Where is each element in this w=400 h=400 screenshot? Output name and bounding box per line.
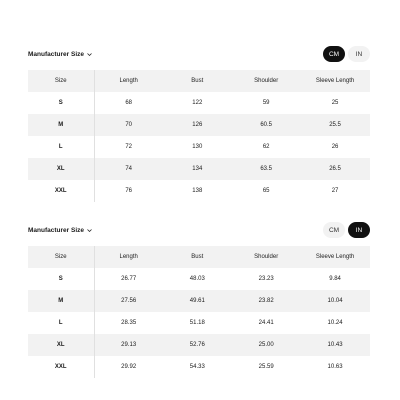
sleeve-length-cell: 10.63	[327, 364, 343, 370]
size-cell: S	[28, 268, 94, 290]
chevron-down-icon	[87, 228, 92, 233]
size-cell: L	[28, 136, 94, 158]
table-row	[28, 290, 370, 312]
column-header-shoulder: Shoulder	[232, 70, 301, 92]
table-row	[28, 180, 370, 202]
column-header-sleeve-length: Sleeve Length	[301, 70, 370, 92]
manufacturer-size-dropdown[interactable]	[28, 227, 92, 234]
table-row	[28, 334, 370, 356]
size-cell: XL	[28, 158, 94, 180]
unit-cm-button[interactable]: CM	[323, 46, 345, 62]
table-header-row	[28, 70, 370, 92]
length-cell: 29.92	[121, 364, 137, 370]
manufacturer-size-label: Manufacturer Size	[28, 50, 84, 58]
table-row	[28, 158, 370, 180]
size-cell: S	[28, 92, 94, 114]
bust-cell: 54.33	[189, 364, 205, 370]
table-row	[28, 114, 370, 136]
bust-cell: 130	[192, 144, 203, 150]
table-row	[28, 356, 370, 378]
bust-cell: 134	[192, 166, 203, 172]
sleeve-length-cell: 26	[331, 144, 339, 150]
column-header-length: Length	[94, 246, 163, 268]
column-header-bust: Bust	[163, 70, 232, 92]
shoulder-cell: 23.82	[258, 298, 274, 304]
table-row	[28, 312, 370, 334]
size-table	[28, 70, 370, 202]
unit-in-button[interactable]: IN	[348, 46, 370, 62]
size-chart-header	[28, 44, 370, 64]
shoulder-cell: 25.59	[258, 364, 274, 370]
column-header-sleeve-length: Sleeve Length	[301, 246, 370, 268]
bust-cell: 51.18	[189, 320, 205, 326]
sleeve-length-cell: 26.5	[329, 166, 341, 172]
chevron-down-icon	[87, 52, 92, 57]
sleeve-length-cell: 9.84	[329, 276, 341, 282]
manufacturer-size-label: Manufacturer Size	[28, 226, 84, 234]
length-cell: 68	[125, 100, 133, 106]
shoulder-cell: 24.41	[258, 320, 274, 326]
shoulder-cell: 65	[262, 188, 270, 194]
size-cell: M	[28, 114, 94, 136]
length-cell: 76	[125, 188, 133, 194]
table-row	[28, 268, 370, 290]
column-header-shoulder: Shoulder	[232, 246, 301, 268]
manufacturer-size-dropdown[interactable]	[28, 51, 92, 58]
table-row	[28, 92, 370, 114]
shoulder-cell: 59	[262, 100, 270, 106]
shoulder-cell: 23.23	[258, 276, 274, 282]
unit-toggle	[323, 222, 370, 238]
shoulder-cell: 63.5	[260, 166, 273, 172]
column-header-bust: Bust	[163, 246, 232, 268]
length-cell: 29.13	[121, 342, 137, 348]
bust-cell: 52.76	[189, 342, 205, 348]
size-chart-in	[28, 220, 370, 378]
shoulder-cell: 25.00	[258, 342, 274, 348]
size-cell: XXL	[28, 180, 94, 202]
sleeve-length-cell: 27	[331, 188, 339, 194]
bust-cell: 126	[192, 122, 203, 128]
length-cell: 70	[125, 122, 133, 128]
sleeve-length-cell: 25	[331, 100, 339, 106]
size-cell: L	[28, 312, 94, 334]
column-header-length: Length	[94, 70, 163, 92]
column-header-size: Size	[28, 70, 94, 92]
table-row	[28, 136, 370, 158]
length-cell: 28.35	[121, 320, 137, 326]
size-table	[28, 246, 370, 378]
bust-cell: 138	[192, 188, 203, 194]
unit-cm-button[interactable]: CM	[323, 222, 345, 238]
length-cell: 26.77	[121, 276, 137, 282]
column-header-size: Size	[28, 246, 94, 268]
bust-cell: 122	[192, 100, 203, 106]
length-cell: 74	[125, 166, 133, 172]
shoulder-cell: 60.5	[260, 122, 273, 128]
size-chart-cm	[28, 44, 370, 202]
size-cell: XXL	[28, 356, 94, 378]
sleeve-length-cell: 10.04	[327, 298, 343, 304]
table-header-row	[28, 246, 370, 268]
length-cell: 72	[125, 144, 133, 150]
sleeve-length-cell: 10.43	[327, 342, 343, 348]
bust-cell: 48.03	[189, 276, 205, 282]
shoulder-cell: 62	[262, 144, 270, 150]
size-cell: M	[28, 290, 94, 312]
sleeve-length-cell: 25.5	[329, 122, 341, 128]
length-cell: 27.56	[121, 298, 137, 304]
unit-in-button[interactable]: IN	[348, 222, 370, 238]
unit-toggle	[323, 46, 370, 62]
size-cell: XL	[28, 334, 94, 356]
sleeve-length-cell: 10.24	[327, 320, 343, 326]
bust-cell: 49.61	[189, 298, 205, 304]
size-chart-header	[28, 220, 370, 240]
